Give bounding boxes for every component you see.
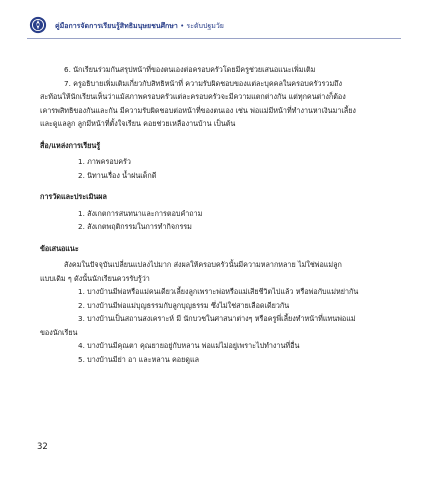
media-heading: สื่อ/แหล่งการเรียนรู้ [40,140,101,150]
seal-logo-icon [29,16,47,34]
header-title-sub: • ระดับปฐมวัย [180,22,224,30]
body-item-7-line2: สะท้อนให้นักเรียนเห็นว่าแม้สภาพครอบครัวแต่ละครอบครัวจะมีความแตกต่างกัน แต่ทุกคนต่างก็ต้อง [40,92,346,101]
page-number: 32 [37,442,48,452]
body-item-6: 6. นักเรียนร่วมกันสรุปหน้าที่ของตนเองต่อครอบครัวโดยมีครูช่วยเสนอแนะเพิ่มเติม [64,65,316,74]
header-title-main: คู่มือการจัดการเรียนรู้สิทธิมนุษยชนศึกษา [55,22,178,30]
assessment-item-1: 1. สังเกตการสนทนาและการตอบคำถาม [78,208,203,218]
body-item-7-line1: 7. ครูอธิบายเพิ่มเติมเกี่ยวกับสิทธิหน้าที่ ความรับผิดชอบของแต่ละบุคคลในครอบครัวรวมถึง [64,78,343,88]
page-header [27,14,401,40]
suggestion-item-3-line1: 3. บางบ้านเป็นสถานสงเคราะห์ มี นักบวชในศาสนาต่างๆ หรือครูพี่เลี้ยงทำหน้าที่แทนพ่อแม่ [78,314,356,323]
suggestions-heading: ข้อเสนอแนะ [40,243,79,253]
assessment-heading: การวัดและประเมินผล [40,192,107,201]
suggestions-intro-line1: สังคมในปัจจุบันเปลี่ยนแปลงไปมาก ส่งผลให้ครอบครัวนั้นมีความหลากหลาย ไม่ใช่พ่อแม่ลูก [64,260,342,269]
header-divider [27,38,401,39]
suggestion-item-4: 4. บางบ้านมีคุณตา คุณยายอยู่กับหลาน พ่อแม่ไม่อยู่เพราะไปทำงานที่อื่น [78,341,300,350]
suggestion-item-1: 1. บางบ้านมีพ่อหรือแม่คนเดียวเลี้ยงลูกเพราะพ่อหรือแม่เสียชีวิตไปแล้ว หรือพ่อกับแม่หย่ากัน [78,287,359,296]
suggestions-intro-line2: แบบเดิม ๆ ดังนั้นนักเรียนควรรับรู้ว่า [40,273,150,283]
body-item-7-line4: และดูแลลูก ลูกมีหน้าที่ตั้งใจเรียน คอยช่วยเหลืองานบ้าน เป็นต้น [40,119,236,128]
media-item-2: 2. นิทานเรื่อง น้ำฝนเด็กดี [78,170,157,180]
media-item-1: 1. ภาพครอบครัว [78,157,131,166]
header-title [55,21,224,32]
suggestion-item-5: 5. บางบ้านมีย่า อา และหลาน คอยดูแล [78,354,199,364]
page-content [40,63,385,366]
body-item-7-line3: เคารพสิทธิของกันและกัน มีความรับผิดชอบต่อหน้าที่ของตนเอง เช่น พ่อแม่มีหน้าที่ทำงานหาเงินมาเลี้ยง [40,105,356,115]
suggestion-item-2: 2. บางบ้านมีพ่อแม่บุญธรรมกับลูกบุญธรรม ซึ่งไม่ใช่สายเลือดเดียวกัน [78,300,290,310]
suggestion-item-3-line2: ของนักเรียน [40,327,78,337]
assessment-item-2: 2. สังเกตพฤติกรรมในการทำกิจกรรม [78,222,192,231]
